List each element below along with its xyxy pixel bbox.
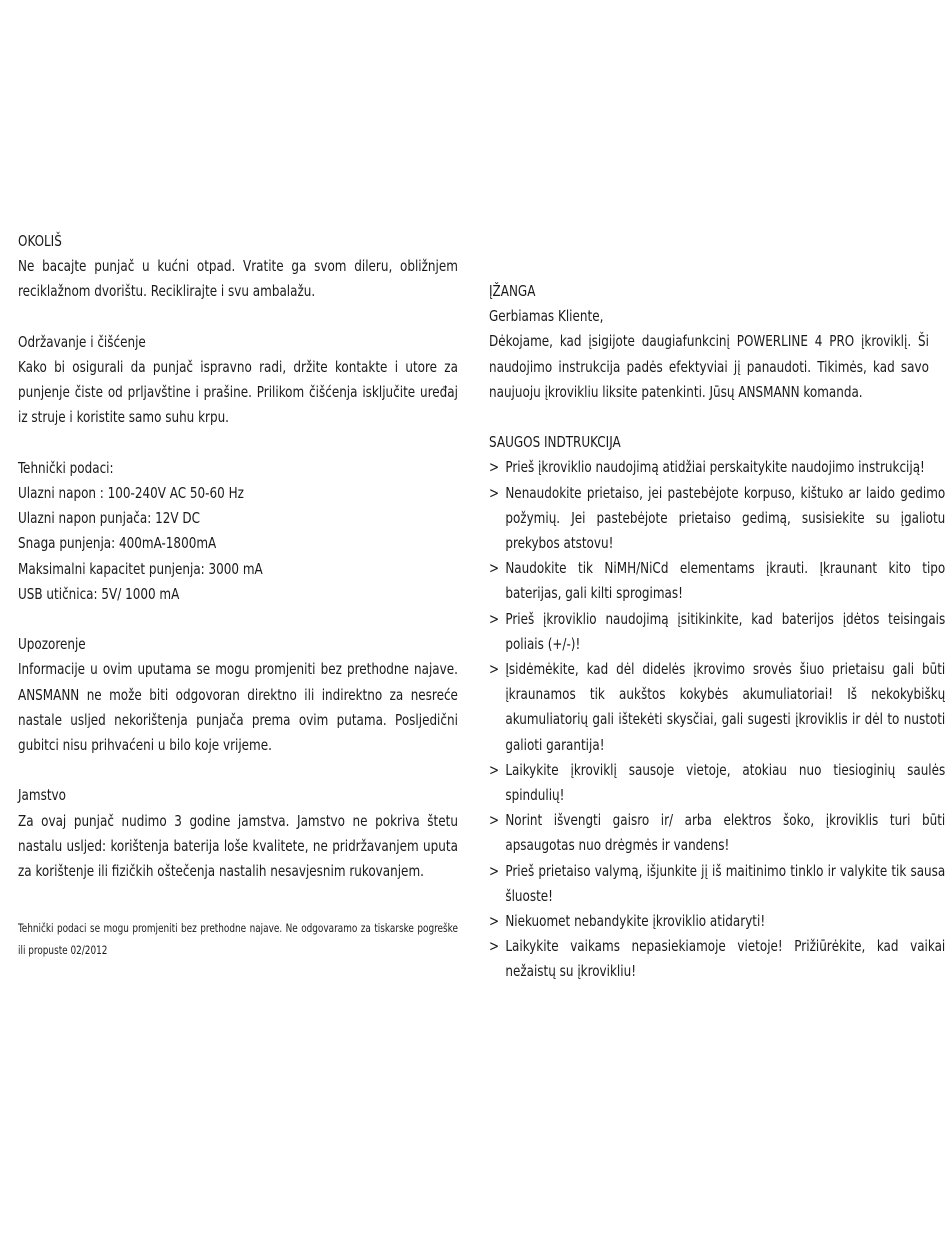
list-item-text: Nenaudokite prietaiso, jei pastebėjote korpuso, kištuko ar laido gedimo požymių. Jei pastebėjote prietaiso gedimą, susisiekite su įgaliotu prekybos atstovu! [505,483,946,553]
tehnicki-line: Ulazni napon punjača: 12V DC [18,509,200,528]
list-item-text: Naudokite tik NiMH/NiCd elementams įkrauti. Įkraunant kito tipo baterijas, gali kilti sprogimas! [505,559,946,603]
upozorenje-text: Informacije u ovim uputama se mogu promjeniti bez prethodne najave. ANSMANN ne može biti odgovoran direktno ili indirektno za nesreće nastale usljed nekorištenja punjača prema ovim putama. Posljedični gubitci nisu prihvaćeni u bilo koje vrijeme. [18,660,458,755]
list-item [489,934,945,984]
bullet-marker: > [489,458,500,477]
list-item [489,607,945,657]
bullet-marker: > [489,811,500,830]
tehnicki-line: Snaga punjenja: 400mA-1800mA [18,534,217,553]
list-item [489,481,945,557]
bullet-marker: > [489,609,500,628]
tehnicki-line: USB utičnica: 5V/ 1000 mA [18,584,180,603]
tehnicki-line: Ulazni napon : 100-240V AC 50-60 Hz [18,484,244,502]
tehnicki-line: Maksimalni kapacitet punjenja: 3000 mA [18,559,263,578]
bullet-marker: > [489,760,500,779]
izanga-title: ĮŽANGA [489,282,536,300]
list-item-text: Niekuomet nebandykite įkroviklio atidaryti! [505,912,766,931]
list-item [489,455,945,480]
spacer [18,884,459,909]
saugos-title: SAUGOS INDTRUKCIJA [489,433,621,452]
spacer [18,758,459,783]
spacer [18,607,459,632]
bullet-marker: > [489,912,500,931]
bullet-marker: > [489,660,500,679]
list-item-text: Prieš įkroviklio naudojimą įsitikinkite, kad baterijos įdėtos teisingais poliais (+/-)! [505,609,946,653]
okolis-text: Ne bacajte punjač u kućni otpad. Vratite ga svom dileru, obližnjem reciklažnom dvorištu. Reciklirajte i svu ambalažu. [18,257,458,301]
odrzavanje-title: Održavanje i čišćenje [18,332,146,351]
tehnicki-title: Tehnički podaci: [18,458,114,477]
spacer [18,431,459,456]
list-item-text: Prieš įkroviklio naudojimą atidžiai perskaitykite naudojimo instrukciją! [505,458,925,477]
bullet-marker: > [489,861,500,880]
list-item-text: Laikykite vaikams nepasiekiamoje vietoje! Prižiūrėkite, kad vaikai nežaistų su įkrovikliu! [505,937,946,981]
list-item [489,556,945,606]
greeting: Gerbiamas Kliente, [489,307,604,326]
list-item-text: Įsidėmėkite, kad dėl didelės įkrovimo srovės šiuo prietaisu gali būti įkraunamos tik aukštos kokybės akumuliatoriai! Iš nekokybiškų akumuliatorių gali ištekėti skysčiai, gali sugesti įkroviklis ir dėl to nustoti galioti garantija! [505,660,946,754]
left-column [18,229,459,961]
list-item-text: Prieš prietaiso valymą, išjunkite jį iš maitinimo tinklo ir valykite tik sausa šluoste! [505,861,946,905]
list-item-text: Norint išvengti gaisro ir/ arba elektros šoko, įkroviklis turi būti apsaugotas nuo drėgmės ir vandens! [505,811,946,855]
right-column [489,279,946,985]
list-item-text: Laikykite įkroviklį sausoje vietoje, atokiau nuo tiesioginių saulės spindulių! [505,760,946,805]
footnote: Tehnički podaci se mogu promjeniti bez prethodne najave. Ne odgovaramo za tiskarske pogreške ili propuste 02/2012 [18,921,458,958]
jamstvo-title: Jamstvo [18,786,66,805]
list-item [489,758,945,808]
odrzavanje-text: Kako bi osigurali da punjač ispravno radi, držite kontakte i utore za punjenje čiste od prljavštine i prašine. Prilikom čišćenja isključite uređaj iz struje i koristite samo suhu krpu. [18,358,458,427]
spacer [489,405,930,430]
spacer [18,909,459,917]
intro-text: Dėkojame, kad įsigijote daugiafunkcinį POWERLINE 4 PRO įkroviklį. Ši naudojimo instrukcija padės efektyviai jį panaudoti. Tikimės, kad savo naujuoju įkrovikliu liksite patenkinti. Jūsų ANSMANN komanda. [489,332,929,401]
jamstvo-text: Za ovaj punjač nudimo 3 godine jamstva. Jamstvo ne pokriva štetu nastalu usljed: korištenja baterija loše kvalitete, ne pridržavanjem uputa za korištenje ili fizičkih oštečenja nastalih nesavjesnim rukovanjem. [18,811,458,881]
bullet-marker: > [489,483,500,502]
safety-list [489,455,946,984]
bullet-marker: > [489,937,500,956]
list-item [489,808,945,858]
spacer [18,305,459,330]
list-item [489,909,945,934]
list-item [489,859,945,909]
okolis-title: OKOLIŠ [18,232,62,250]
bullet-marker: > [489,559,500,578]
upozorenje-title: Upozorenje [18,635,86,654]
list-item [489,657,945,758]
